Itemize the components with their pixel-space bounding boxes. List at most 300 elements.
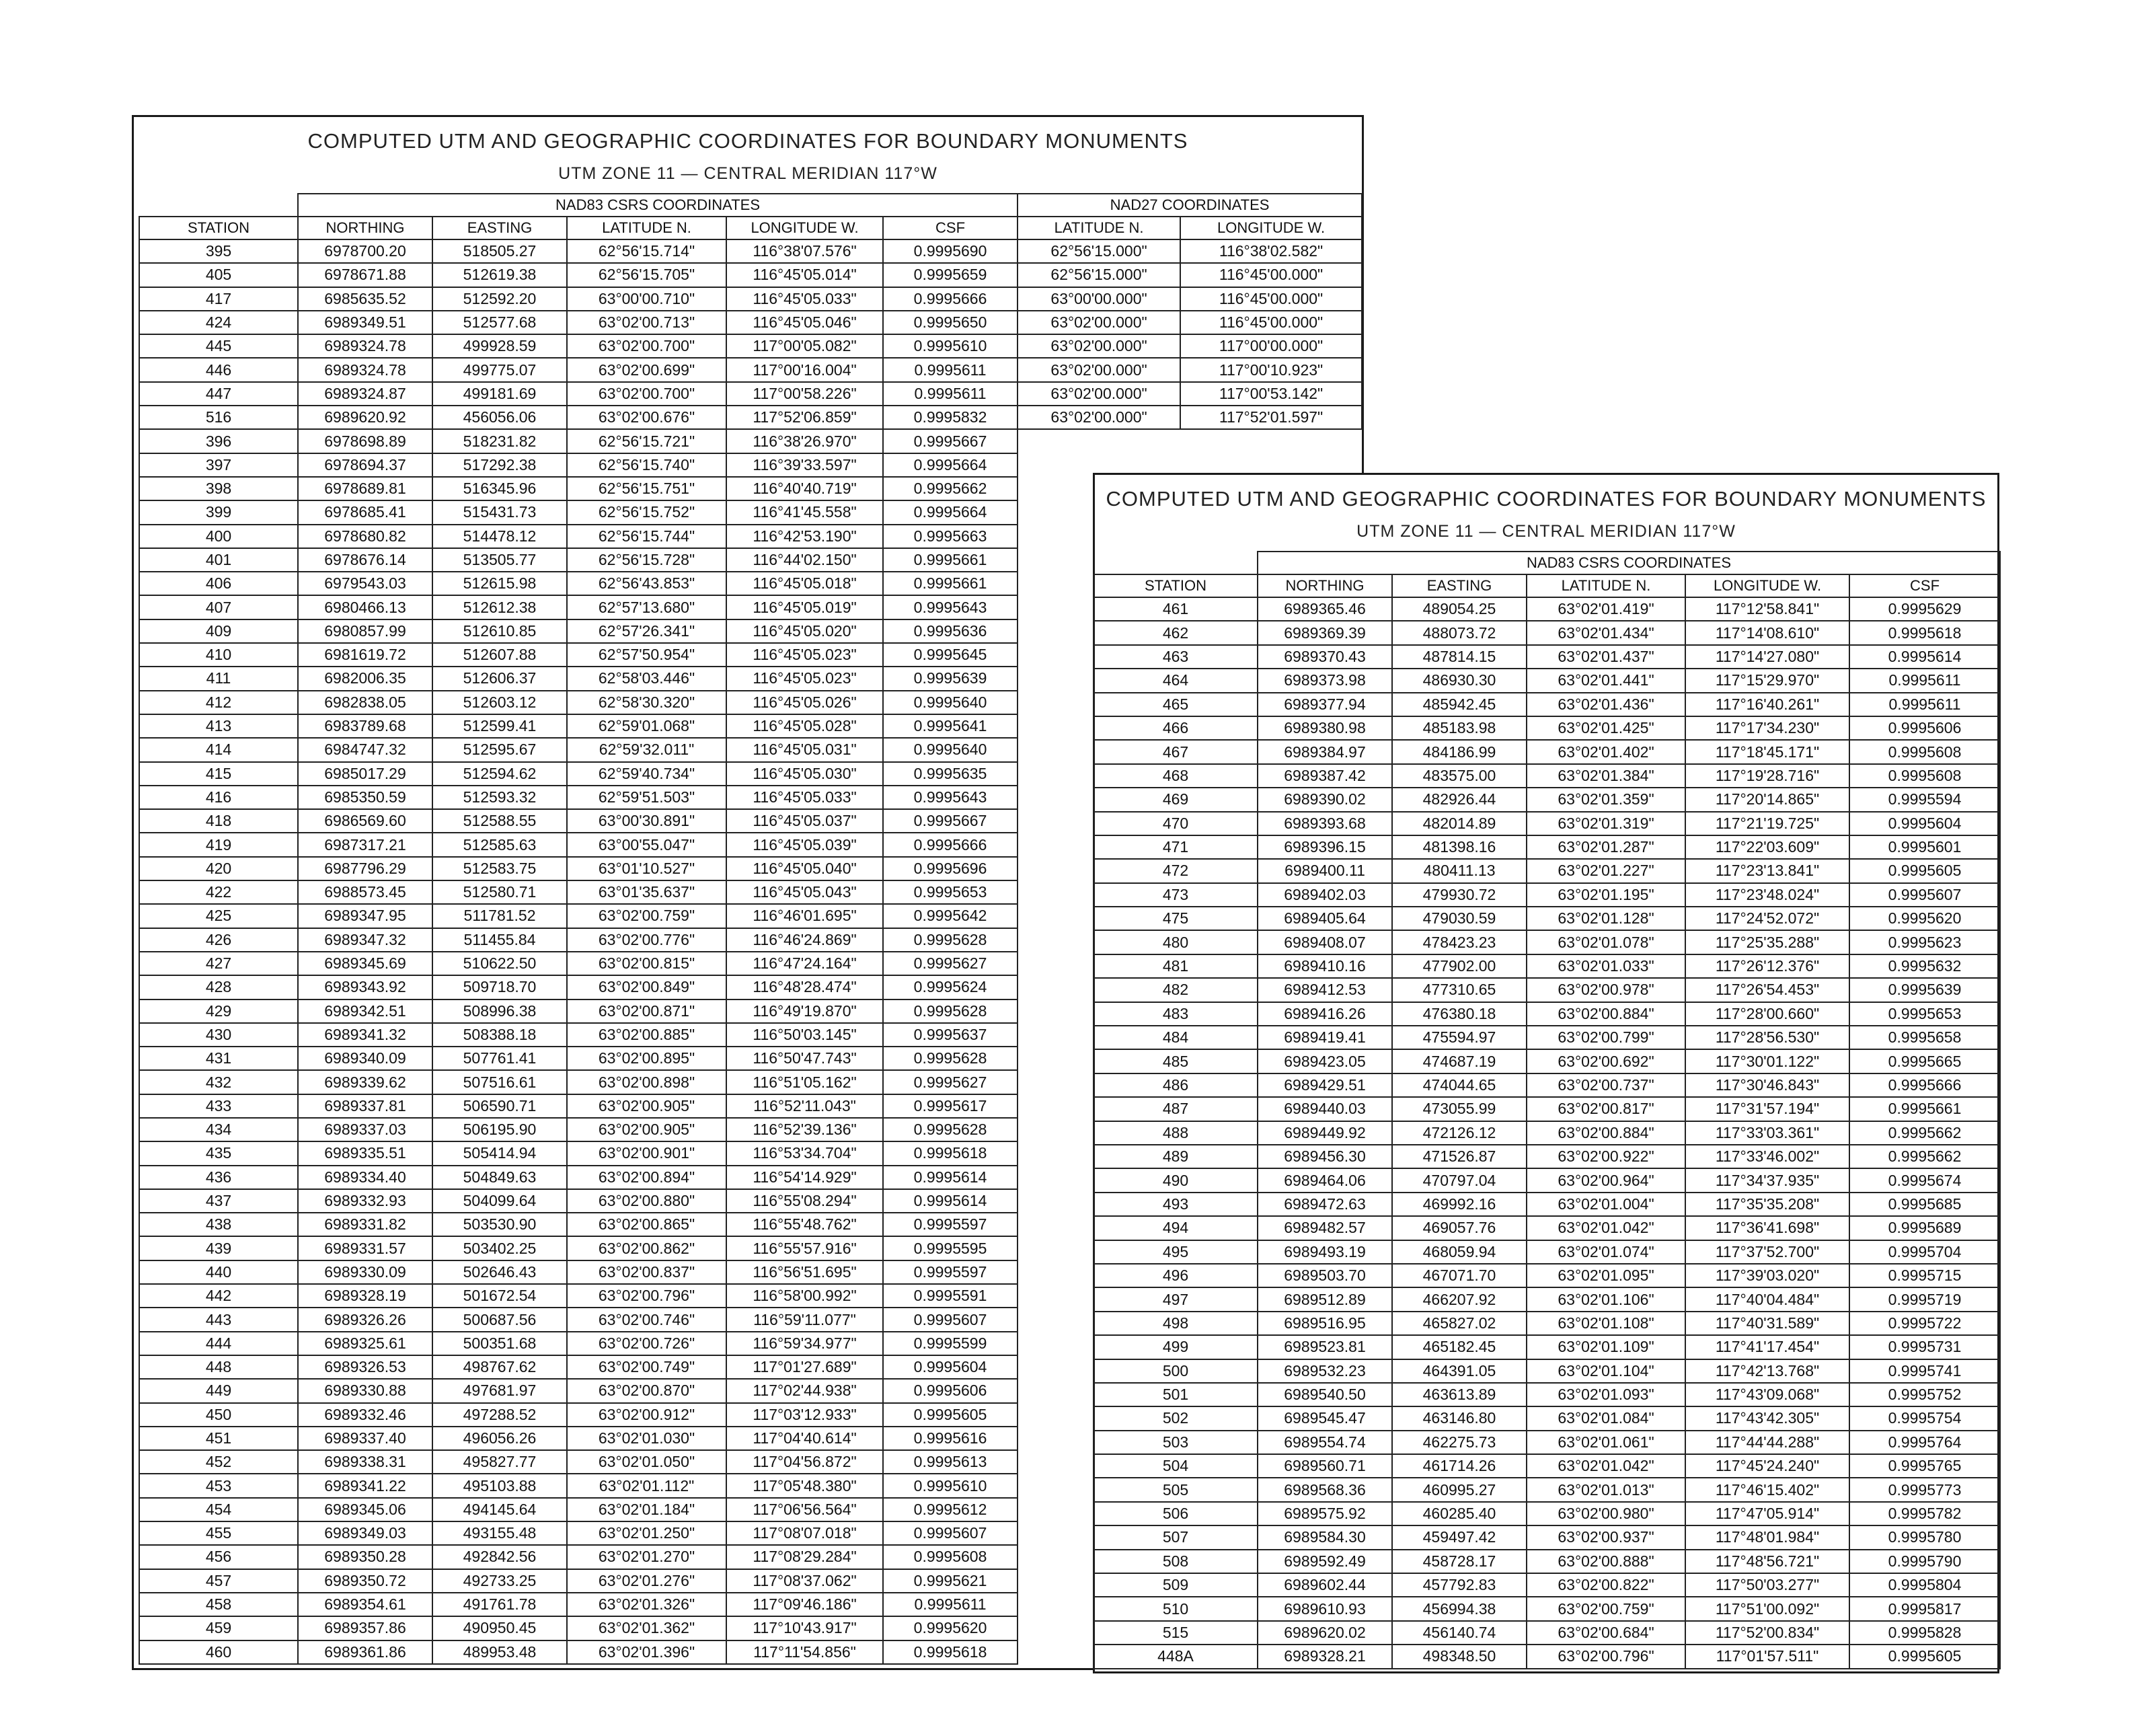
table-cell: 6984747.32 xyxy=(298,738,432,761)
table-cell: 474687.19 xyxy=(1392,1049,1527,1073)
table-cell: 499 xyxy=(1094,1335,1258,1359)
table-cell: 117°17'34.230" xyxy=(1685,716,1849,740)
table-cell: 6989357.86 xyxy=(298,1616,432,1640)
table-cell: 0.9995662 xyxy=(1849,1121,2000,1145)
table-row xyxy=(1094,1335,2000,1359)
table-cell: 6978698.89 xyxy=(298,429,432,453)
table-cell: 63°02'01.078" xyxy=(1527,930,1685,954)
table-cell: 116°45'00.000" xyxy=(1180,287,1362,311)
table-cell: 116°39'33.597" xyxy=(726,453,883,477)
table-cell: 63°02'01.106" xyxy=(1527,1287,1685,1311)
table-cell: 63°02'00.737" xyxy=(1527,1073,1685,1097)
table-cell: 0.9995616 xyxy=(883,1427,1018,1450)
table-cell: 0.9995690 xyxy=(883,239,1018,263)
table-cell: 0.9995780 xyxy=(1849,1525,2000,1549)
table-cell: 117°18'45.171" xyxy=(1685,740,1849,763)
table-cell: 418 xyxy=(139,809,298,833)
table-row xyxy=(1094,740,2000,763)
table-cell: 0.9995674 xyxy=(1849,1168,2000,1192)
table-row xyxy=(1094,1216,2000,1240)
table-cell: 6989369.39 xyxy=(1258,621,1392,644)
right-table-title: COMPUTED UTM AND GEOGRAPHIC COORDINATES FOR BOUNDARY MONUMENTS xyxy=(1106,487,1987,511)
table-cell: 116°59'34.977" xyxy=(726,1332,883,1355)
table-cell: 6989560.71 xyxy=(1258,1454,1392,1478)
table-cell: 63°02'00.700" xyxy=(567,334,726,358)
table-cell: 6989350.28 xyxy=(298,1545,432,1569)
table-row xyxy=(1094,859,2000,882)
table-cell: 0.9995606 xyxy=(1849,716,2000,740)
table-cell: 63°02'00.884" xyxy=(1527,1121,1685,1145)
table-cell: 0.9995661 xyxy=(1849,1097,2000,1121)
table-cell: 0.9995817 xyxy=(1849,1597,2000,1620)
table-cell: 6989377.94 xyxy=(1258,693,1392,716)
table-cell: 116°59'11.077" xyxy=(726,1308,883,1331)
table-cell: 6980466.13 xyxy=(298,595,432,619)
table-cell: 469057.76 xyxy=(1392,1216,1527,1240)
table-cell: 6978680.82 xyxy=(298,525,432,548)
table-cell: 0.9995628 xyxy=(883,928,1018,952)
table-row xyxy=(1094,1026,2000,1049)
table-cell: 63°02'00.871" xyxy=(567,999,726,1023)
table-cell: 63°02'00.776" xyxy=(567,928,726,952)
table-cell: 475594.97 xyxy=(1392,1026,1527,1049)
left-table-column-header: LATITUDE N. xyxy=(1018,217,1180,239)
table-cell: 448 xyxy=(139,1355,298,1379)
table-row xyxy=(1094,1383,2000,1406)
table-cell: 411 xyxy=(139,667,298,690)
table-cell: 6989340.09 xyxy=(298,1047,432,1070)
table-cell: 479930.72 xyxy=(1392,883,1527,907)
table-cell: 6989341.32 xyxy=(298,1023,432,1047)
table-row xyxy=(1094,1121,2000,1145)
table-cell: 63°02'00.759" xyxy=(567,904,726,928)
table-cell: 63°02'00.870" xyxy=(567,1379,726,1402)
table-cell: 63°02'01.108" xyxy=(1527,1312,1685,1335)
table-cell: 116°45'05.023" xyxy=(726,643,883,667)
table-cell: 0.9995610 xyxy=(883,334,1018,358)
table-cell: 447 xyxy=(139,382,298,406)
table-cell: 450 xyxy=(139,1403,298,1427)
table-cell: 495827.77 xyxy=(432,1450,567,1474)
table-cell: 6989472.63 xyxy=(1258,1193,1392,1216)
table-cell: 117°36'41.698" xyxy=(1685,1216,1849,1240)
table-row xyxy=(1094,1478,2000,1501)
table-cell: 63°02'00.822" xyxy=(1527,1573,1685,1597)
table-cell: 0.9995620 xyxy=(1849,907,2000,930)
table-cell: 436 xyxy=(139,1166,298,1189)
table-cell: 6989380.98 xyxy=(1258,716,1392,740)
table-cell: 6983789.68 xyxy=(298,714,432,738)
table-cell: 63°02'01.396" xyxy=(567,1640,726,1664)
table-cell: 117°00'05.082" xyxy=(726,334,883,358)
table-cell: 63°02'01.437" xyxy=(1527,645,1685,669)
table-cell: 492733.25 xyxy=(432,1569,567,1593)
table-cell: 0.9995595 xyxy=(883,1236,1018,1260)
table-cell: 116°45'00.000" xyxy=(1180,263,1362,287)
table-cell: 116°45'05.037" xyxy=(726,809,883,833)
table-cell: 6978689.81 xyxy=(298,477,432,500)
table-cell: 63°02'00.699" xyxy=(567,358,726,381)
table-cell: 473055.99 xyxy=(1392,1097,1527,1121)
table-cell: 0.9995599 xyxy=(883,1332,1018,1355)
table-cell: 498 xyxy=(1094,1312,1258,1335)
table-cell: 426 xyxy=(139,928,298,952)
table-row xyxy=(139,287,1362,311)
table-cell: 0.9995594 xyxy=(1849,788,2000,811)
table-cell: 0.9995643 xyxy=(883,786,1018,809)
table-cell: 62°56'15.721" xyxy=(567,429,726,453)
table-cell: 6989370.43 xyxy=(1258,645,1392,669)
table-cell: 400 xyxy=(139,525,298,548)
table-cell: 117°11'54.856" xyxy=(726,1640,883,1664)
table-cell: 503530.90 xyxy=(432,1213,567,1236)
right-table-column-header: LATITUDE N. xyxy=(1527,574,1685,597)
table-cell: 498767.62 xyxy=(432,1355,567,1379)
table-cell: 117°43'09.068" xyxy=(1685,1383,1849,1406)
table-cell: 454 xyxy=(139,1498,298,1521)
table-cell: 497288.52 xyxy=(432,1403,567,1427)
table-cell: 514478.12 xyxy=(432,525,567,548)
table-cell: 465 xyxy=(1094,693,1258,716)
table-cell: 0.9995715 xyxy=(1849,1264,2000,1287)
table-cell: 63°02'00.000" xyxy=(1018,382,1180,406)
table-row xyxy=(1094,1550,2000,1573)
table-cell: 6989390.02 xyxy=(1258,788,1392,811)
table-cell: 63°02'01.050" xyxy=(567,1450,726,1474)
table-cell: 63°02'01.425" xyxy=(1527,716,1685,740)
table-cell: 472126.12 xyxy=(1392,1121,1527,1145)
table-cell: 117°37'52.700" xyxy=(1685,1240,1849,1264)
table-cell: 509 xyxy=(1094,1573,1258,1597)
table-cell: 6989408.07 xyxy=(1258,930,1392,954)
table-cell: 63°02'01.287" xyxy=(1527,835,1685,859)
table-cell: 63°02'00.676" xyxy=(567,406,726,429)
table-cell: 63°02'00.849" xyxy=(567,975,726,999)
table-cell: 6989400.11 xyxy=(1258,859,1392,882)
table-cell: 503 xyxy=(1094,1431,1258,1454)
table-cell: 416 xyxy=(139,786,298,809)
table-cell: 444 xyxy=(139,1332,298,1355)
table-cell: 117°52'01.597" xyxy=(1180,406,1362,429)
table-cell: 62°56'15.728" xyxy=(567,548,726,572)
empty-cell xyxy=(1180,429,1362,453)
table-row xyxy=(1094,1145,2000,1168)
table-cell: 6985017.29 xyxy=(298,762,432,786)
table-cell: 0.9995611 xyxy=(883,358,1018,381)
table-cell: 0.9995628 xyxy=(883,999,1018,1023)
table-cell: 63°02'01.093" xyxy=(1527,1383,1685,1406)
table-cell: 456994.38 xyxy=(1392,1597,1527,1620)
table-cell: 117°25'35.288" xyxy=(1685,930,1849,954)
table-cell: 116°40'40.719" xyxy=(726,477,883,500)
table-cell: 6989341.22 xyxy=(298,1474,432,1497)
table-cell: 440 xyxy=(139,1260,298,1284)
table-cell: 63°02'00.749" xyxy=(567,1355,726,1379)
table-cell: 504849.63 xyxy=(432,1166,567,1189)
table-row xyxy=(1094,716,2000,740)
left-table-column-header: EASTING xyxy=(432,217,567,239)
table-cell: 117°03'12.933" xyxy=(726,1403,883,1427)
table-cell: 117°28'56.530" xyxy=(1685,1026,1849,1049)
table-cell: 6989328.21 xyxy=(1258,1645,1392,1668)
table-cell: 0.9995665 xyxy=(1849,1049,2000,1073)
table-cell: 0.9995618 xyxy=(883,1640,1018,1664)
table-cell: 478423.23 xyxy=(1392,930,1527,954)
table-cell: 116°41'45.558" xyxy=(726,500,883,524)
table-cell: 116°45'05.031" xyxy=(726,738,883,761)
table-cell: 6989326.53 xyxy=(298,1355,432,1379)
table-cell: 6989464.06 xyxy=(1258,1168,1392,1192)
table-cell: 63°02'01.359" xyxy=(1527,788,1685,811)
table-cell: 116°45'05.020" xyxy=(726,619,883,643)
table-cell: 63°02'01.436" xyxy=(1527,693,1685,716)
table-cell: 62°57'26.341" xyxy=(567,619,726,643)
table-cell: 63°02'00.937" xyxy=(1527,1525,1685,1549)
table-cell: 0.9995612 xyxy=(883,1498,1018,1521)
table-cell: 117°46'15.402" xyxy=(1685,1478,1849,1501)
table-row xyxy=(1094,1645,2000,1668)
table-cell: 511781.52 xyxy=(432,904,567,928)
table-cell: 6989412.53 xyxy=(1258,978,1392,1002)
table-cell: 117°35'35.208" xyxy=(1685,1193,1849,1216)
table-cell: 459 xyxy=(139,1616,298,1640)
table-row xyxy=(1094,930,2000,954)
table-cell: 429 xyxy=(139,999,298,1023)
table-cell: 448A xyxy=(1094,1645,1258,1668)
table-cell: 0.9995653 xyxy=(1849,1002,2000,1026)
table-cell: 62°59'51.503" xyxy=(567,786,726,809)
table-cell: 0.9995610 xyxy=(883,1474,1018,1497)
table-cell: 62°59'40.734" xyxy=(567,762,726,786)
table-cell: 485 xyxy=(1094,1049,1258,1073)
table-cell: 116°46'01.695" xyxy=(726,904,883,928)
table-cell: 0.9995804 xyxy=(1849,1573,2000,1597)
table-cell: 117°21'19.725" xyxy=(1685,812,1849,835)
table-cell: 0.9995664 xyxy=(883,500,1018,524)
table-cell: 6989334.40 xyxy=(298,1166,432,1189)
table-cell: 117°19'28.716" xyxy=(1685,764,1849,788)
table-cell: 6989361.86 xyxy=(298,1640,432,1664)
table-cell: 6989482.57 xyxy=(1258,1216,1392,1240)
table-cell: 506590.71 xyxy=(432,1094,567,1118)
table-cell: 0.9995752 xyxy=(1849,1383,2000,1406)
table-cell: 63°02'00.980" xyxy=(1527,1502,1685,1525)
table-cell: 63°02'00.000" xyxy=(1018,358,1180,381)
table-cell: 6989540.50 xyxy=(1258,1383,1392,1406)
table-cell: 0.9995597 xyxy=(883,1213,1018,1236)
table-cell: 0.9995606 xyxy=(883,1379,1018,1402)
table-cell: 117°42'13.768" xyxy=(1685,1359,1849,1383)
table-cell: 6989387.42 xyxy=(1258,764,1392,788)
table-cell: 512603.12 xyxy=(432,691,567,714)
table-cell: 63°02'01.104" xyxy=(1527,1359,1685,1383)
table-cell: 462275.73 xyxy=(1392,1431,1527,1454)
table-cell: 6989365.46 xyxy=(1258,597,1392,621)
table-cell: 6989342.51 xyxy=(298,999,432,1023)
table-row xyxy=(1094,835,2000,859)
table-cell: 445 xyxy=(139,334,298,358)
table-cell: 63°00'00.000" xyxy=(1018,287,1180,311)
table-cell: 116°54'14.929" xyxy=(726,1166,883,1189)
table-cell: 117°52'06.859" xyxy=(726,406,883,429)
table-cell: 116°45'05.026" xyxy=(726,691,883,714)
left-nad83-group-header: NAD83 CSRS COORDINATES xyxy=(298,194,1018,217)
table-cell: 0.9995645 xyxy=(883,643,1018,667)
left-table-column-header: CSF xyxy=(883,217,1018,239)
table-cell: 63°02'01.402" xyxy=(1527,740,1685,763)
table-cell: 489054.25 xyxy=(1392,597,1527,621)
table-cell: 6989349.03 xyxy=(298,1521,432,1545)
table-cell: 6989331.57 xyxy=(298,1236,432,1260)
table-cell: 461 xyxy=(1094,597,1258,621)
table-cell: 430 xyxy=(139,1023,298,1047)
table-cell: 0.9995666 xyxy=(1849,1073,2000,1097)
table-row xyxy=(139,263,1362,287)
table-cell: 6989620.02 xyxy=(1258,1621,1392,1645)
table-cell: 62°56'15.000" xyxy=(1018,263,1180,287)
table-cell: 116°52'11.043" xyxy=(726,1094,883,1118)
table-cell: 484186.99 xyxy=(1392,740,1527,763)
table-cell: 116°55'08.294" xyxy=(726,1189,883,1213)
table-cell: 0.9995663 xyxy=(883,525,1018,548)
table-cell: 0.9995754 xyxy=(1849,1406,2000,1430)
table-cell: 63°00'30.891" xyxy=(567,809,726,833)
table-cell: 417 xyxy=(139,287,298,311)
table-cell: 0.9995632 xyxy=(1849,954,2000,978)
table-cell: 117°30'46.843" xyxy=(1685,1073,1849,1097)
table-cell: 472 xyxy=(1094,859,1258,882)
table-cell: 500687.56 xyxy=(432,1308,567,1331)
table-cell: 6989410.16 xyxy=(1258,954,1392,978)
table-cell: 0.9995611 xyxy=(883,1593,1018,1616)
table-cell: 0.9995617 xyxy=(883,1094,1018,1118)
table-cell: 0.9995650 xyxy=(883,311,1018,334)
table-cell: 0.9995664 xyxy=(883,453,1018,477)
table-cell: 468059.94 xyxy=(1392,1240,1527,1264)
table-cell: 116°52'39.136" xyxy=(726,1118,883,1141)
table-cell: 489 xyxy=(1094,1145,1258,1168)
table-cell: 117°52'00.834" xyxy=(1685,1621,1849,1645)
table-cell: 117°09'46.186" xyxy=(726,1593,883,1616)
table-cell: 117°02'44.938" xyxy=(726,1379,883,1402)
table-cell: 512577.68 xyxy=(432,311,567,334)
table-cell: 63°02'00.817" xyxy=(1527,1097,1685,1121)
table-cell: 463613.89 xyxy=(1392,1383,1527,1406)
table-row xyxy=(1094,1525,2000,1549)
table-cell: 63°02'00.912" xyxy=(567,1403,726,1427)
table-cell: 116°50'03.145" xyxy=(726,1023,883,1047)
table-cell: 117°45'24.240" xyxy=(1685,1454,1849,1478)
table-cell: 506195.90 xyxy=(432,1118,567,1141)
table-cell: 63°02'01.270" xyxy=(567,1545,726,1569)
table-cell: 63°02'01.441" xyxy=(1527,669,1685,692)
table-cell: 459497.42 xyxy=(1392,1525,1527,1549)
table-cell: 499928.59 xyxy=(432,334,567,358)
table-row xyxy=(139,239,1362,263)
table-cell: 513505.77 xyxy=(432,548,567,572)
table-cell: 505414.94 xyxy=(432,1141,567,1165)
table-cell: 63°02'01.184" xyxy=(567,1498,726,1521)
table-cell: 485942.45 xyxy=(1392,693,1527,716)
table-cell: 458728.17 xyxy=(1392,1550,1527,1573)
table-cell: 512607.88 xyxy=(432,643,567,667)
table-cell: 63°02'00.837" xyxy=(567,1260,726,1284)
table-cell: 492842.56 xyxy=(432,1545,567,1569)
right-coordinates-table xyxy=(1093,551,2001,1669)
table-cell: 6978671.88 xyxy=(298,263,432,287)
table-cell: 516345.96 xyxy=(432,477,567,500)
table-cell: 6981619.72 xyxy=(298,643,432,667)
table-cell: 493 xyxy=(1094,1193,1258,1216)
table-cell: 0.9995643 xyxy=(883,595,1018,619)
table-cell: 63°02'01.095" xyxy=(1527,1264,1685,1287)
table-cell: 0.9995627 xyxy=(883,952,1018,975)
table-cell: 117°01'57.511" xyxy=(1685,1645,1849,1668)
table-row xyxy=(1094,1312,2000,1335)
table-cell: 117°10'43.917" xyxy=(726,1616,883,1640)
table-cell: 62°56'15.744" xyxy=(567,525,726,548)
table-row xyxy=(1094,1168,2000,1192)
table-cell: 458 xyxy=(139,1593,298,1616)
table-cell: 6978676.14 xyxy=(298,548,432,572)
table-cell: 0.9995611 xyxy=(883,382,1018,406)
table-cell: 518231.82 xyxy=(432,429,567,453)
table-cell: 0.9995666 xyxy=(883,287,1018,311)
table-cell: 0.9995689 xyxy=(1849,1216,2000,1240)
table-cell: 63°02'00.905" xyxy=(567,1118,726,1141)
table-cell: 6989393.68 xyxy=(1258,812,1392,835)
table-cell: 63°02'01.109" xyxy=(1527,1335,1685,1359)
table-cell: 63°02'00.885" xyxy=(567,1023,726,1047)
table-cell: 512585.63 xyxy=(432,833,567,856)
table-cell: 508996.38 xyxy=(432,999,567,1023)
table-cell: 487 xyxy=(1094,1097,1258,1121)
table-cell: 116°45'05.043" xyxy=(726,880,883,904)
table-cell: 6989610.93 xyxy=(1258,1597,1392,1620)
table-cell: 510622.50 xyxy=(432,952,567,975)
table-cell: 63°02'00.796" xyxy=(567,1284,726,1308)
table-row xyxy=(1094,1002,2000,1026)
table-cell: 63°02'00.684" xyxy=(1527,1621,1685,1645)
table-cell: 398 xyxy=(139,477,298,500)
table-cell: 512612.38 xyxy=(432,595,567,619)
table-cell: 63°02'01.195" xyxy=(1527,883,1685,907)
table-cell: 410 xyxy=(139,643,298,667)
table-cell: 0.9995661 xyxy=(883,572,1018,595)
table-cell: 493155.48 xyxy=(432,1521,567,1545)
table-cell: 62°56'15.751" xyxy=(567,477,726,500)
table-cell: 117°20'14.865" xyxy=(1685,788,1849,811)
table-cell: 505 xyxy=(1094,1478,1258,1501)
table-cell: 6989396.15 xyxy=(1258,835,1392,859)
table-cell: 508388.18 xyxy=(432,1023,567,1047)
table-cell: 6989512.89 xyxy=(1258,1287,1392,1311)
table-cell: 117°00'16.004" xyxy=(726,358,883,381)
table-cell: 0.9995608 xyxy=(1849,740,2000,763)
table-cell: 0.9995658 xyxy=(1849,1026,2000,1049)
table-cell: 62°56'15.705" xyxy=(567,263,726,287)
table-row xyxy=(139,311,1362,334)
table-cell: 512583.75 xyxy=(432,857,567,880)
table-cell: 6989347.32 xyxy=(298,928,432,952)
table-cell: 63°02'01.250" xyxy=(567,1521,726,1545)
table-cell: 63°01'35.637" xyxy=(567,880,726,904)
table-cell: 438 xyxy=(139,1213,298,1236)
table-cell: 0.9995641 xyxy=(883,714,1018,738)
table-cell: 467 xyxy=(1094,740,1258,763)
right-station-group-blank xyxy=(1094,552,1258,574)
table-cell: 470 xyxy=(1094,812,1258,835)
